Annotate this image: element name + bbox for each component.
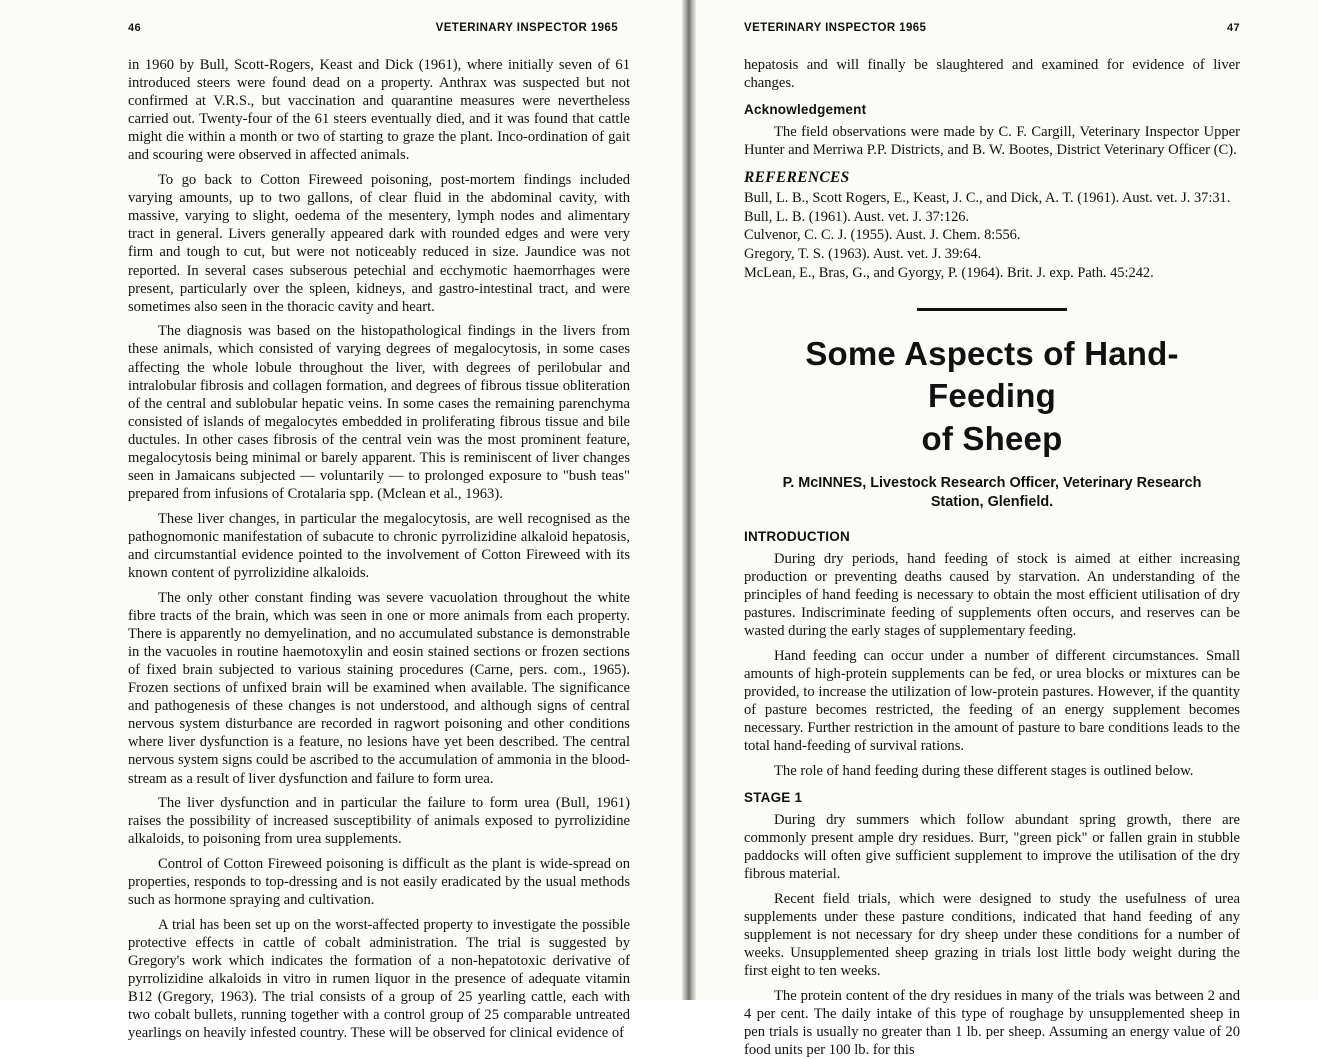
article-byline [744,474,1240,511]
paragraph: hepatosis and will finally be slaughtered and examined for evidence of liver changes. [744,57,1240,92]
book-gutter [682,0,696,1000]
article-title-line1: Some Aspects of Hand-Feeding [805,335,1179,415]
introduction-heading: INTRODUCTION [744,529,850,545]
right-running-head [744,22,1240,34]
paragraph: Control of Cotton Fireweed poisoning is difficult as the plant is wide-spread on properties, responds to top-dressing and is not easily eradicated by the usual methods such as hormone spraying and cultivation. [128,855,630,909]
paragraph: The field observations were made by C. F. Cargill, Veterinary Inspector Upper Hunter and Merriwa P.P. Districts, and B. W. Bootes, District Veterinary Officer (C). [744,123,1240,159]
paragraph: During dry periods, hand feeding of stock is aimed at either increasing production or preventing deaths caused by starvation. An understanding of the principles of hand feeding is necessary to obtain the most efficient utilisation of dry pastures. Indiscriminate feeding of supplements often occurs, and reserves can be wasted during the early stages of supplementary feeding. [744,551,1240,640]
paragraph: The role of hand feeding during these different stages is outlined below. [774,763,1194,780]
paragraph: The liver dysfunction and in particular the failure to form urea (Bull, 1961) raises the possibility of increased susceptibility of animals exposed to pyrrolizidine alkaloids, to poisoning from urea supplements. [128,795,630,848]
byline-line1: P. McINNES, Livestock Research Officer, Veterinary Research [782,474,1202,491]
reference-list [744,190,1240,282]
stage1-heading: STAGE 1 [744,790,803,806]
paragraph: The protein content of the dry residues in many of the trials was between 2 and 4 per cent. The daily intake of this type of roughage by unsupplemented sheep in pen trials is usually no greater than 1 lb. per sheep. Assuming an energy value of 20 food units per 100 lb. for this [744,987,1240,1058]
reference-item: McLean, E., Bras, G., and Gyorgy, P. (1964). Brit. J. exp. Path. 45:242. [744,264,1154,281]
right-running-title: VETERINARY INSPECTOR 1965 [744,22,927,34]
reference-item: Culvenor, C. C. J. (1955). Aust. J. Chem. 8:556. [744,227,1021,244]
references-heading: REFERENCES [744,169,850,187]
left-running-head [128,22,630,34]
byline-line2: Station, Glenfield. [930,493,1054,510]
reference-item: Bull, L. B., Scott Rogers, E., Keast, J. C., and Dick, A. T. (1961). Aust. vet. J. 37:31. [744,190,1231,207]
paragraph: A trial has been set up on the worst-affected property to investigate the possible protective effects in cattle of cobalt administration. The trial is suggested by Gregory's work which indicates the formation of a non-hepatotoxic derivative of pyrrolizidine alkaloids in vitro in rumen liquor in the presence of adequate vitamin B12 (Gregory, 1963). The trial consists of a group of 25 yearling cattle, each with two cobalt bullets, running together with a control group of 25 comparable untreated yearlings on heavily infested country. These will be observed for clinical evidence of [128,916,630,1042]
reference-item: Gregory, T. S. (1963). Aust. vet. J. 39:64. [744,246,982,263]
paragraph: To go back to Cotton Fireweed poisoning, post-mortem findings included varying amounts, up to two gallons, of clear fluid in the abdominal cavity, with massive, varying to slight, oedema of the mesentery, lymph nodes and alimentary tract in general. Livers generally appeared dark with rounded edges and were very firm and tough to cut, but were not noticeably reduced in size. Jaundice was not reported. In several cases subserous petechial and ecchymotic haemorrhages were present, particularly over the spleen, kidneys, and gastro-intestinal tract, and were sometimes also seen in the thoracic cavity and heart. [128,172,630,315]
paragraph: Recent field trials, which were designed to study the usefulness of urea supplements under these pasture conditions, indicated that hand feeding of any supplement is not necessary for dry sheep under these conditions for a number of weeks. Unsupplemented sheep grazing in trials lost little body weight during the first eight to ten weeks. [744,890,1240,980]
acknowledgement-heading: Acknowledgement [744,102,867,118]
paragraph: in 1960 by Bull, Scott-Rogers, Keast and Dick (1961), where initially seven of 61 introduced steers were found dead on a property. Anthrax was suspected but not confirmed at V.R.S., but vaccination and quarantine measures were nevertheless carried out. Twenty-four of the 61 steers eventually died, and it was found that cattle might die within a month or two of starting to graze the plant. Inco-ordination of gait and scouring were observed in affected animals. [128,57,630,164]
article-title [744,333,1240,460]
paragraph: Hand feeding can occur under a number of different circumstances. Small amounts of high-protein supplements can be fed, or urea blocks or mixtures can be provided, to increase the utilization of low-protein pastures. However, if the quantity of pasture becomes restricted, the feeding of an energy supplement becomes necessary. Further restriction in the amount of pasture to bare conditions leads to the total hand-feeding of survival rations. [744,647,1240,755]
right-body-text [744,56,1240,1059]
right-folio: 47 [1226,22,1240,34]
paragraph: During dry summers which follow abundant spring growth, there are commonly present ample dry residues. Burr, "green pick" or fallen grain in stubble paddocks will often give sufficient supplement to improve the utilisation of the dry fibrous material. [744,811,1240,883]
paragraph: The only other constant finding was severe vacuolation throughout the white fibre tracts of the brain, which was seen in one or more animals from each property. There is apparently no demyelination, and no accumulated substance is demonstrable in the vacuoles in routine haemotoxylin and eosin stained sections or frozen sections of fixed brain subjected to various staining procedures (Carne, pers. com., 1965). Frozen sections of unfixed brain will be examined when available. The significance and pathogenesis of these changes is not understood, and although signs of central nervous system disturbance are recorded in ragwort poisoning and other conditions where liver dysfunction is a feature, no lesions have yet been described. The central nervous system signs could be ascribed to the accumulation of ammonia in the blood-stream as a result of liver dysfunction and failure to form urea. [128,589,630,787]
right-page [696,0,1318,1058]
reference-item: Bull, L. B. (1961). Aust. vet. J. 37:126. [744,208,970,225]
paragraph: The diagnosis was based on the histopathological findings in the livers from these animals, which consisted of varying degrees of megalocytosis, in some cases affecting the whole lobule throughout the liver, with degrees of perilobular and intralobular fibrosis and collagen formation, and degrees of fibrous tissue obliteration of the central and sublobular hepatic veins. In some cases the remaining parenchyma consisted of islands of megalocytes embedded in proliferating fibrous tissue and bile ductules. In other cases fibrosis of the central vein was the most prominent feature, megalocytosis being minimal or barely apparent. This is reminiscent of liver changes seen in Jamaicans subjected — voluntarily — to prolonged exposure to "bush teas" prepared from infusions of Crotalaria spp. (Mclean et al., 1963). [128,323,630,503]
paragraph: These liver changes, in particular the megalocytosis, are well recognised as the pathognomonic manifestation of subacute to chronic pyrrolizidine alkaloid hepatosis, and circumstantial evidence pointed to the involvement of Cotton Fireweed with its known content of pyrrolizidine alkaloids. [128,510,630,582]
left-body-text [128,56,630,1042]
left-folio: 46 [128,22,142,34]
article-title-line2: of Sheep [921,419,1063,457]
section-divider-rule [917,308,1067,311]
left-running-title: VETERINARY INSPECTOR 1965 [435,22,618,34]
